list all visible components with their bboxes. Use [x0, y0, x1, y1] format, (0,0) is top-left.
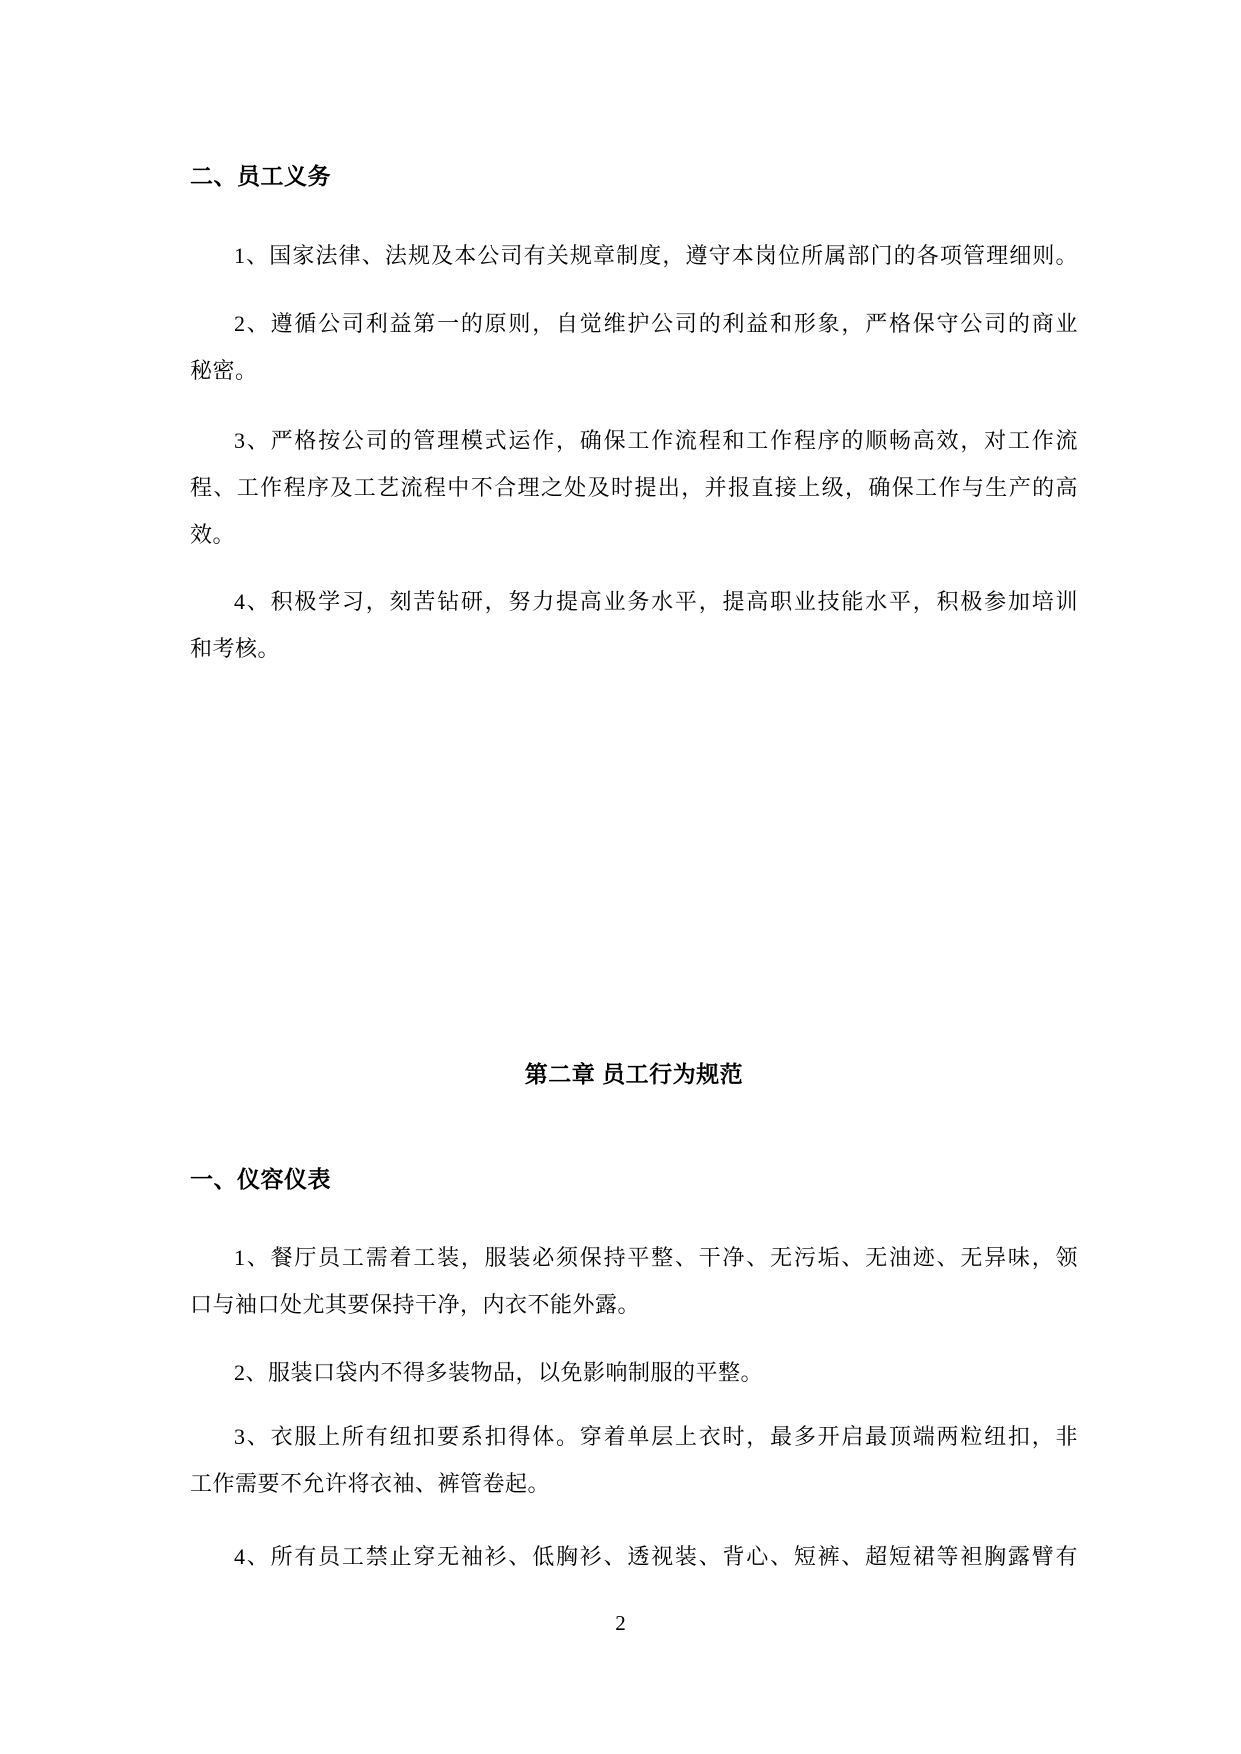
appearance-paragraph-4-line-1: 4、所有员工禁止穿无袖衫、低胸衫、透视装、背心、短裤、超短裙等袒胸露臂有 [234, 1544, 1078, 1569]
page-number: 2 [615, 1611, 626, 1635]
duties-paragraph-4-line-1: 4、积极学习，刻苦钻研，努力提高业务水平，提高职业技能水平，积极参加培训 [234, 589, 1078, 614]
appearance-paragraph-3-line-1: 3、衣服上所有纽扣要系扣得体。穿着单层上衣时，最多开启最顶端两粒纽扣，非 [234, 1424, 1078, 1449]
chapter-2-heading: 第二章 员工行为规范 [524, 1061, 744, 1087]
duties-paragraph-2-line-2: 秘密。 [190, 358, 258, 383]
appearance-paragraph-1-line-1: 1、餐厅员工需着工装，服装必须保持平整、干净、无污垢、无油迹、无异味，领 [234, 1245, 1078, 1270]
appearance-paragraph-3-line-2: 工作需要不允许将衣袖、裤管卷起。 [190, 1471, 551, 1496]
appearance-paragraph-2-line-1: 2、服装口袋内不得多装物品，以免影响制服的平整。 [234, 1360, 764, 1385]
duties-paragraph-3-line-3: 效。 [190, 522, 236, 547]
duties-paragraph-4-line-2: 和考核。 [190, 636, 281, 661]
section-heading-employee-duties: 二、员工义务 [190, 163, 331, 189]
duties-paragraph-3-line-1: 3、严格按公司的管理模式运作，确保工作流程和工作程序的顺畅高效，对工作流 [234, 428, 1078, 453]
duties-paragraph-3-line-2: 程、工作程序及工艺流程中不合理之处及时提出，并报直接上级，确保工作与生产的高 [190, 475, 1078, 500]
section-heading-appearance: 一、仪容仪表 [190, 1166, 331, 1192]
appearance-paragraph-1-line-2: 口与袖口处尤其要保持干净，内衣不能外露。 [190, 1292, 641, 1317]
duties-paragraph-1-line-1: 1、国家法律、法规及本公司有关规章制度，遵守本岗位所属部门的各项管理细则。 [234, 243, 1078, 268]
duties-paragraph-2-line-1: 2、遵循公司利益第一的原则，自觉维护公司的利益和形象，严格保守公司的商业 [234, 311, 1078, 336]
